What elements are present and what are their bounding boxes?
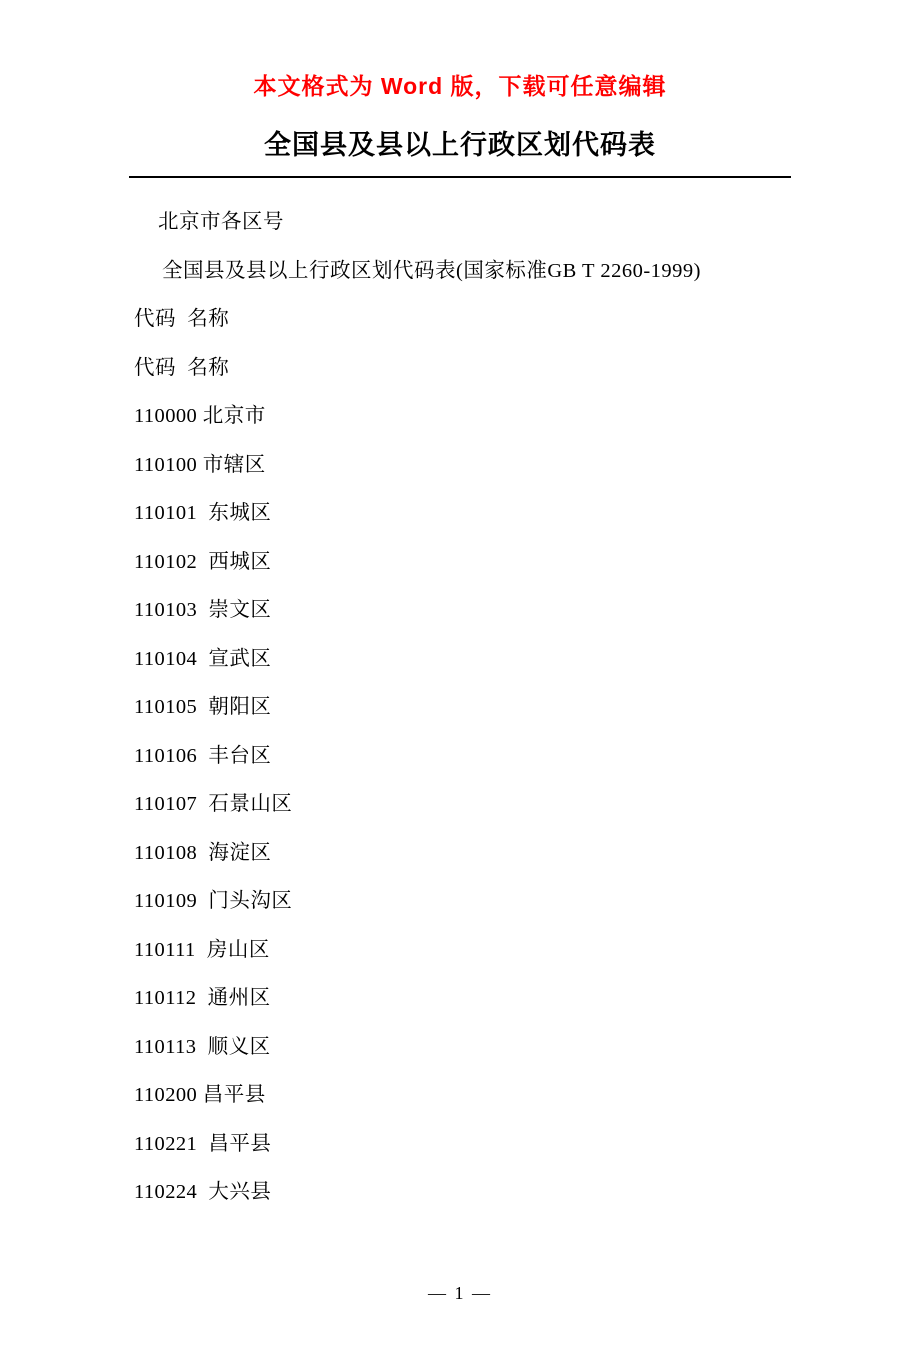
column-header-2: 代码 名称 [134, 356, 230, 379]
row-name: 昌平县 [202, 1084, 266, 1106]
table-row [134, 1071, 840, 1120]
row-code: 110105 [134, 696, 198, 718]
row-name: 东城区 [208, 502, 272, 524]
row-gap [197, 890, 208, 912]
table-row [134, 974, 840, 1023]
row-name: 海淀区 [208, 841, 272, 864]
row-gap [197, 745, 208, 767]
row-code: 110112 [134, 987, 197, 1009]
row-name: 市辖区 [202, 453, 266, 476]
row-name: 房山区 [206, 938, 270, 961]
row-name: 崇文区 [208, 599, 272, 621]
row-gap [196, 987, 207, 1009]
page-number: — 1 — [428, 1283, 492, 1303]
row-gap [197, 551, 208, 573]
intro-line-2: 全国县及县以上行政区划代码表(国家标准GB T 2260-1999) [162, 259, 701, 282]
row-code: 110101 [134, 502, 198, 524]
row-gap [197, 599, 208, 621]
row-name: 朝阳区 [208, 696, 272, 718]
row-name: 宣武区 [208, 647, 272, 670]
table-row [134, 441, 840, 490]
page-title: 全国县及县以上行政区划代码表 [264, 130, 656, 160]
table-row [134, 1120, 840, 1169]
intro-line-1: 北京市各区号 [158, 211, 284, 233]
row-code: 110103 [134, 599, 198, 621]
row-name: 丰台区 [208, 744, 272, 767]
row-code: 110107 [134, 793, 198, 815]
row-gap [196, 939, 207, 961]
row-code: 110102 [134, 550, 198, 573]
row-gap [196, 1036, 207, 1058]
row-gap [197, 696, 208, 718]
row-code: 110221 [134, 1132, 198, 1155]
row-name: 门头沟区 [208, 890, 293, 912]
table-row [134, 829, 840, 878]
table-row [134, 926, 840, 975]
row-gap [197, 1133, 208, 1155]
table-row [134, 392, 840, 441]
document-page [0, 68, 920, 1370]
row-code: 110100 [134, 453, 198, 476]
row-gap [197, 1181, 208, 1203]
table-row [134, 489, 840, 538]
table-row [134, 732, 840, 781]
document-body [0, 198, 920, 1217]
row-gap [197, 793, 208, 815]
row-code: 110113 [134, 1035, 197, 1058]
word-format-banner: 本文格式为 Word 版，下载可任意编辑 [253, 73, 667, 99]
table-row [134, 586, 840, 635]
row-gap [197, 648, 208, 670]
row-name: 大兴县 [208, 1181, 272, 1203]
row-code: 110111 [134, 938, 196, 961]
table-row [134, 877, 840, 926]
row-name: 顺义区 [207, 1035, 271, 1058]
row-name: 石景山区 [208, 793, 293, 815]
row-code: 110200 [134, 1084, 198, 1106]
row-code: 110000 [134, 405, 198, 427]
column-header-1: 代码 名称 [134, 308, 230, 330]
row-code: 110106 [134, 744, 198, 767]
row-code: 110224 [134, 1181, 198, 1203]
table-row [134, 1023, 840, 1072]
row-name: 北京市 [202, 405, 266, 427]
row-name: 通州区 [207, 987, 271, 1009]
row-code: 110109 [134, 890, 198, 912]
table-row [134, 635, 840, 684]
row-name: 昌平县 [208, 1132, 272, 1155]
table-row [134, 683, 840, 732]
row-gap [197, 842, 208, 864]
title-divider [129, 176, 791, 178]
table-row [134, 538, 840, 587]
table-row [134, 780, 840, 829]
row-code: 110108 [134, 841, 198, 864]
row-gap [197, 502, 208, 524]
row-name: 西城区 [208, 550, 272, 573]
table-row [134, 1168, 840, 1217]
row-code: 110104 [134, 647, 198, 670]
